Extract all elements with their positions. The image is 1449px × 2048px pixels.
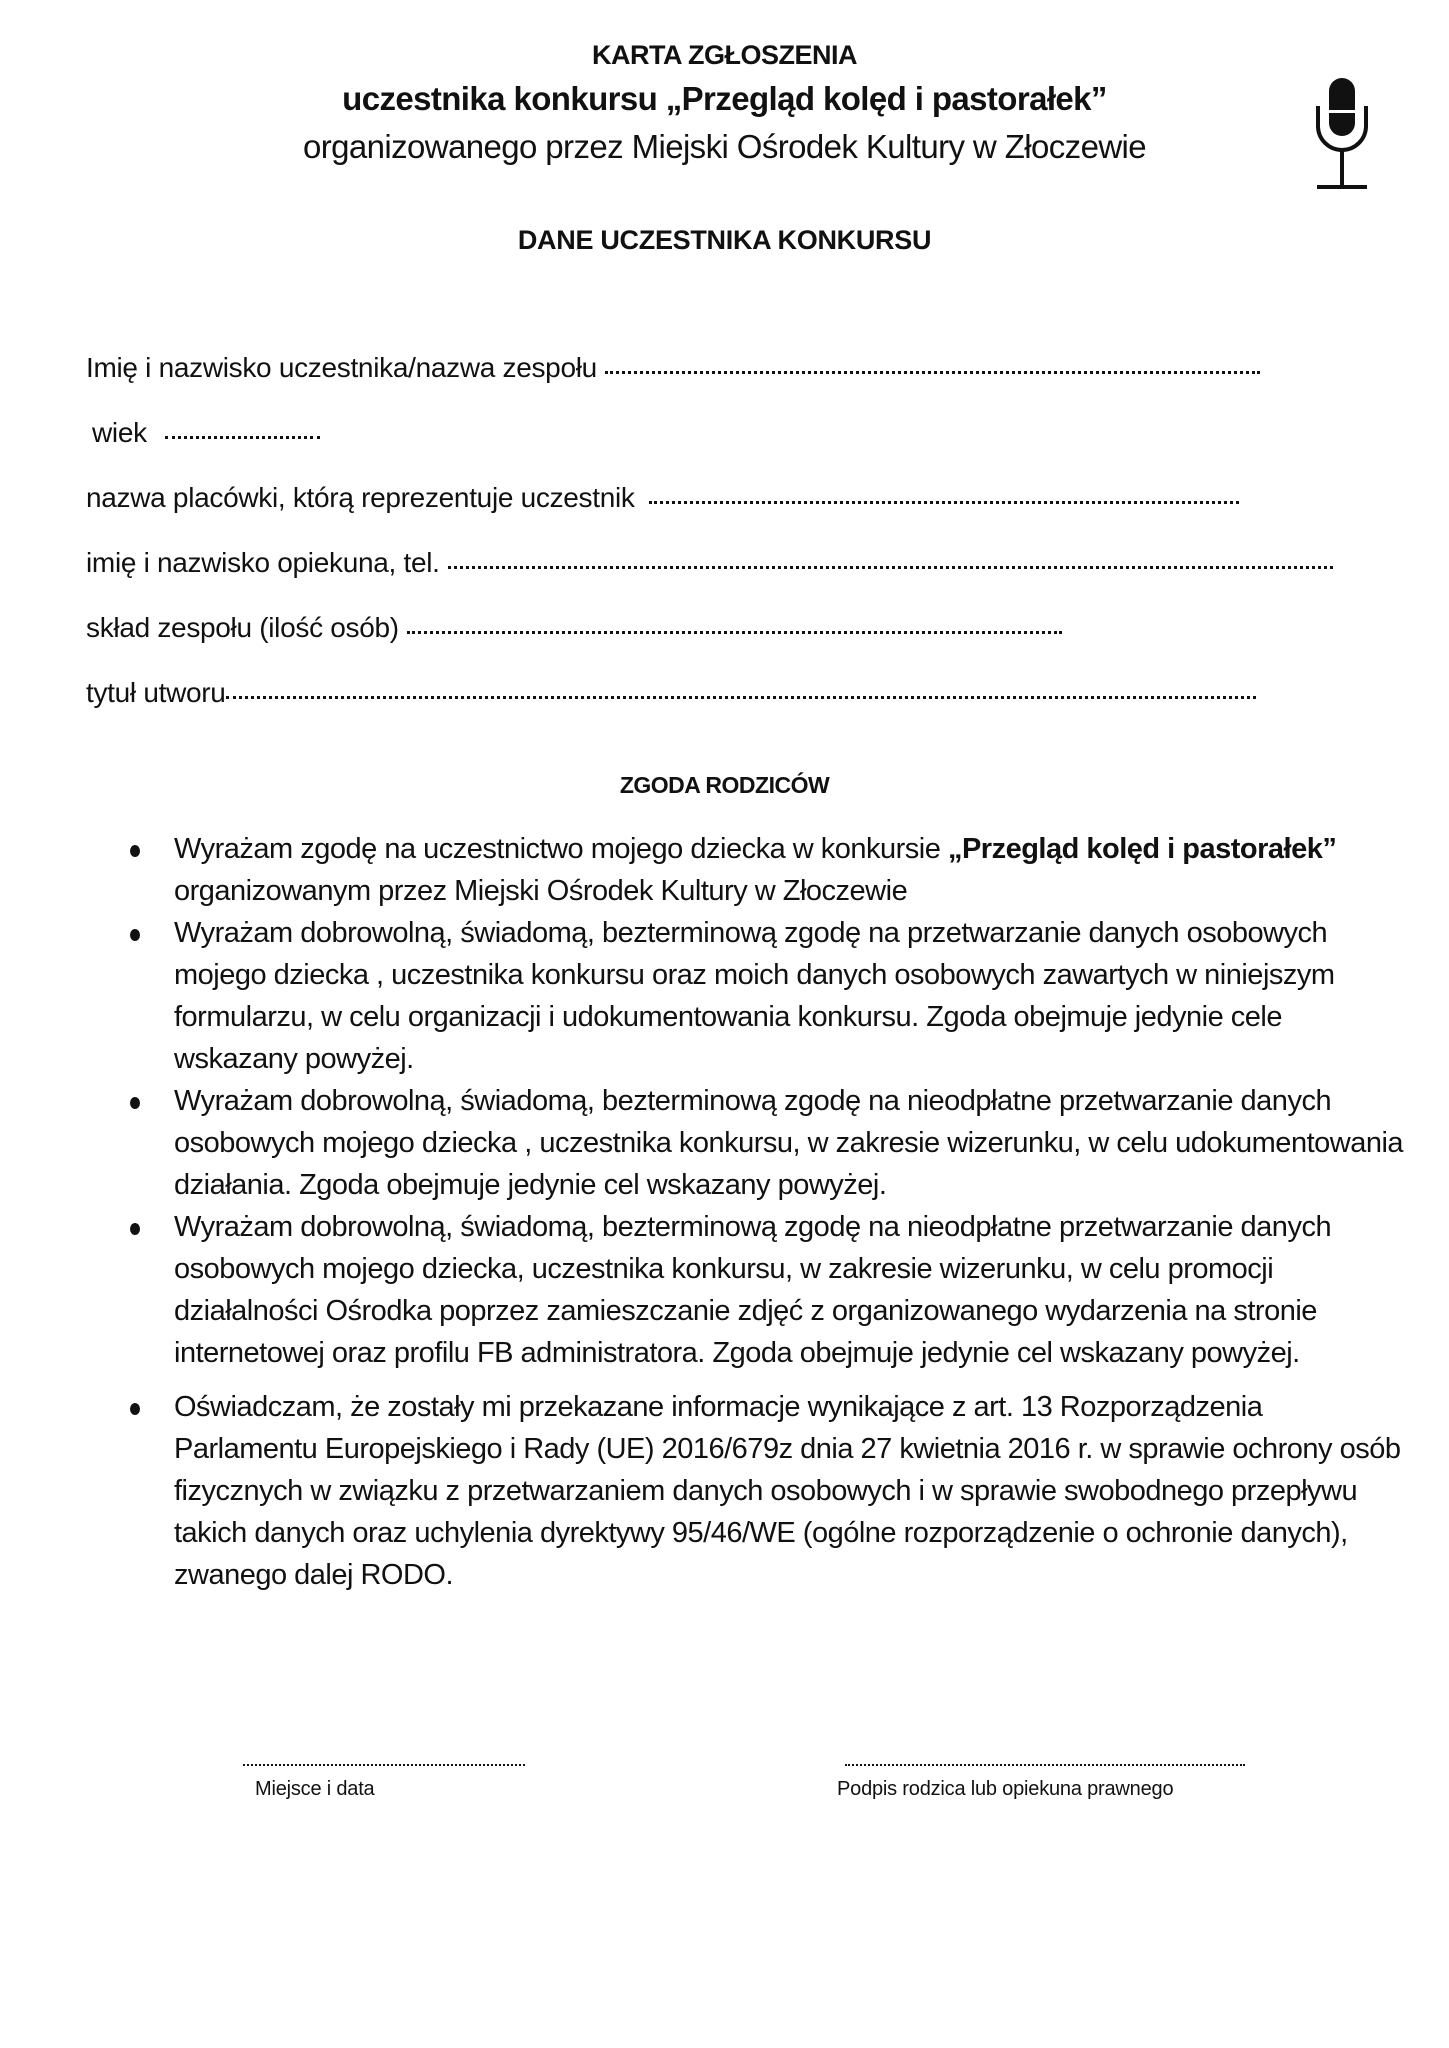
consent-text: Wyrażam dobrowolną, świadomą, bezterminową zgodę na przetwarzanie danych osobowych mojego dziecka , uczestnika konkursu oraz moich danych osobowych zawartych w niniejszym formularzu, w celu organizacji i udokumentowania konkursu. Zgoda obejmuje jedynie cele wskazany powyżej. <box>174 917 1335 1075</box>
age-label: wiek <box>92 417 147 448</box>
group-size-field <box>86 612 1062 644</box>
participant-name-input[interactable] <box>605 367 1260 374</box>
place-date-caption: Miejsce i data <box>255 1778 375 1800</box>
consent-item-rodo-statement <box>130 1386 1410 1596</box>
guardian-field <box>86 547 1333 579</box>
bullet-icon <box>130 1223 140 1235</box>
consent-text: Oświadczam, że zostały mi przekazane informacje wynikające z art. 13 Rozporządzenia Parlamentu Europejskiego i Rady (UE) 2016/679z dnia 27 kwietnia 2016 r. w sprawie ochrony osób fizycznych w związku z przetwarzaniem danych osobowych i w sprawie swobodnego przepływu takich danych oraz uchylenia dyrektywy 95/46/WE (ogólne rozporządzenie o ochronie danych), zwanego dalej RODO. <box>174 1391 1401 1591</box>
consent-text: Wyrażam dobrowolną, świadomą, bezterminową zgodę na nieodpłatne przetwarzanie danych osobowych mojego dziecka , uczestnika konkursu, w zakresie wizerunku, w celu udokumentowania działania. Zgoda obejmuje jedynie cel wskazany powyżej. <box>174 1085 1404 1201</box>
bullet-icon <box>130 1097 140 1109</box>
group-size-label: skład zespołu (ilość osób) <box>86 612 399 643</box>
microphone-icon <box>1312 76 1372 196</box>
form-subtitle: uczestnika konkursu „Przegląd kolęd i pastorałek” <box>342 80 1107 117</box>
song-title-input[interactable] <box>226 692 1256 699</box>
guardian-signature <box>837 1760 1245 1801</box>
participant-name-field <box>86 352 1260 384</box>
guardian-signature-input[interactable] <box>845 1760 1245 1766</box>
age-input[interactable] <box>165 432 320 439</box>
place-date-input[interactable] <box>243 1760 525 1766</box>
guardian-signature-caption: Podpis rodzica lub opiekuna prawnego <box>837 1778 1174 1800</box>
group-size-input[interactable] <box>407 627 1062 634</box>
age-field <box>92 417 320 449</box>
place-date-signature <box>243 1760 525 1801</box>
consent-item-data-processing <box>130 912 1410 1080</box>
institution-field <box>86 482 1239 514</box>
consent-item-image-documentation <box>130 1080 1410 1206</box>
consent-text: Wyrażam dobrowolną, świadomą, bezterminową zgodę na nieodpłatne przetwarzanie danych osobowych mojego dziecka, uczestnika konkursu, w zakresie wizerunku, w celu promocji działalności Ośrodka poprzez zamieszczanie zdjęć z organizowanego wydarzenia na stronie internetowej oraz profilu FB administratora. Zgoda obejmuje jedynie cel wskazany powyżej. <box>174 1211 1332 1369</box>
song-title-label: tytuł utworu <box>86 677 226 708</box>
institution-label: nazwa placówki, którą reprezentuje uczestnik <box>86 482 635 513</box>
bullet-icon <box>130 845 140 857</box>
form-title: KARTA ZGŁOSZENIA <box>592 40 857 70</box>
participant-name-label: Imię i nazwisko uczestnika/nazwa zespołu <box>86 352 597 383</box>
consent-text-before: Wyrażam zgodę na uczestnictwo mojego dziecka w konkursie <box>174 833 948 865</box>
consent-item-image-promotion <box>130 1206 1410 1374</box>
bullet-icon <box>130 929 140 941</box>
consent-section-heading: ZGODA RODZICÓW <box>619 772 830 798</box>
guardian-label: imię i nazwisko opiekuna, tel. <box>86 547 440 578</box>
institution-input[interactable] <box>649 497 1239 504</box>
contest-name: „Przegląd kolęd i pastorałek” <box>947 833 1337 865</box>
consent-text-after: organizowanym przez Miejski Ośrodek Kultury w Złoczewie <box>174 875 908 907</box>
consent-list <box>130 828 1410 1596</box>
consent-item-participation <box>130 828 1410 912</box>
bullet-icon <box>130 1403 140 1415</box>
song-title-field <box>86 677 1256 709</box>
guardian-input[interactable] <box>448 562 1333 569</box>
organizer-line: organizowanego przez Miejski Ośrodek Kultury w Złoczewie <box>302 128 1147 165</box>
participant-section-heading: DANE UCZESTNIKA KONKURSU <box>517 225 932 255</box>
